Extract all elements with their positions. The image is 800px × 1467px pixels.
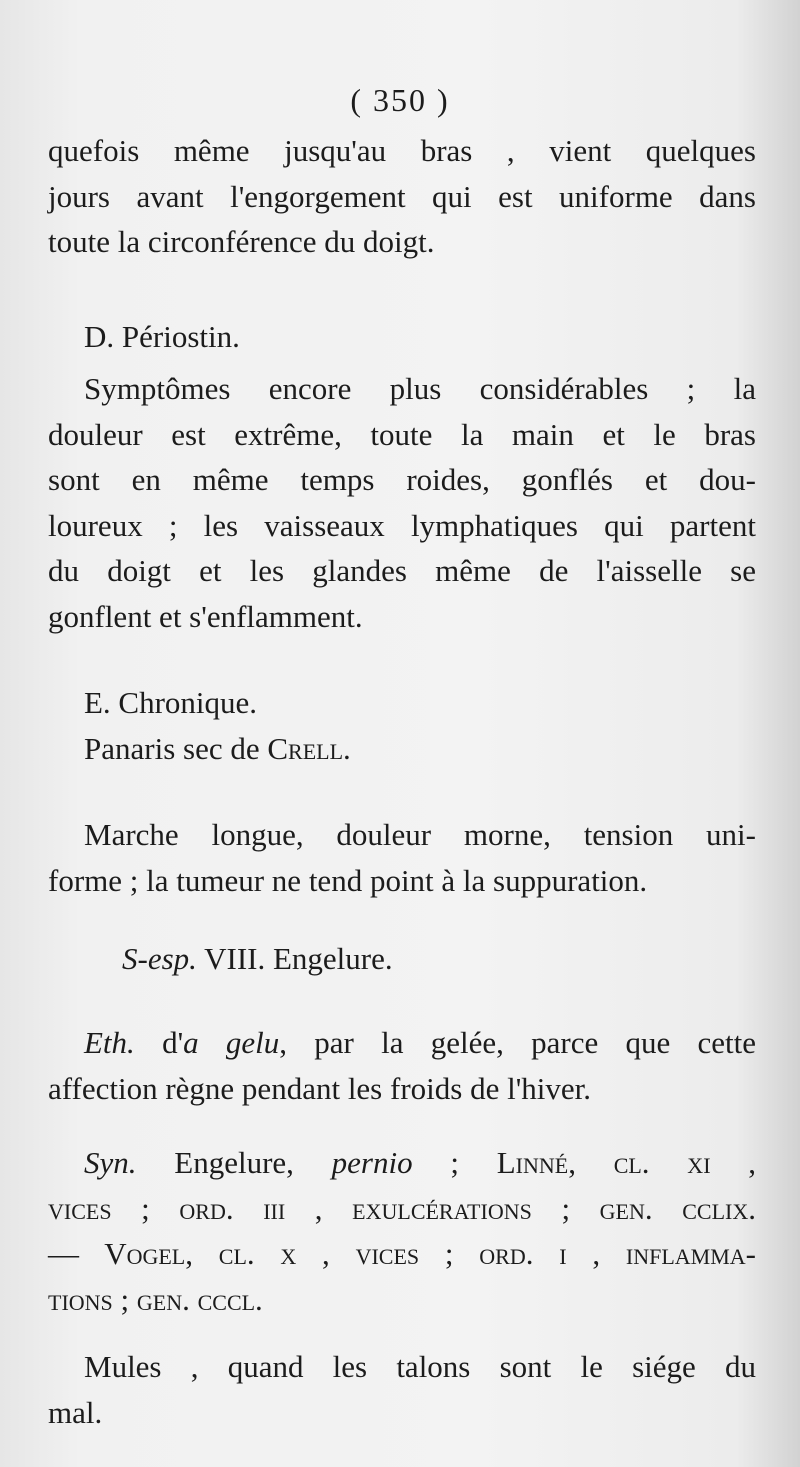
paragraph-3 <box>48 812 756 903</box>
page-number: ( 350 ) <box>350 82 450 118</box>
text-fragment: a gelu <box>183 1025 280 1060</box>
section-heading: E. Chronique. <box>84 685 258 720</box>
paragraph-synonyms <box>48 1140 756 1322</box>
author-name: — Vogel <box>48 1236 186 1271</box>
heading-engelure <box>48 936 756 982</box>
text-line: loureux ; les vaisseaux lymphatiques qui partent <box>48 507 756 543</box>
text-fragment: d' <box>162 1025 184 1060</box>
text-line: Marche longue, douleur morne, tension uni- <box>84 817 756 852</box>
text-line <box>48 1231 756 1277</box>
section-heading: D. Périostin. <box>84 319 240 354</box>
text-fragment: Panaris sec de <box>84 730 260 766</box>
text-line: tions ; gen. cccl. <box>48 1281 263 1317</box>
paragraph-etymology <box>48 1020 756 1111</box>
text-line: douleur est extrême, toute la main et le bras <box>48 416 756 452</box>
text-line: mal. <box>48 1394 103 1430</box>
text-line: Symptômes encore plus considérables ; la <box>84 371 756 406</box>
text-line: quefois même jusqu'au bras , vient quelques <box>48 133 756 168</box>
text-line <box>48 1020 756 1066</box>
text-fragment: ; <box>450 1145 459 1180</box>
text-fragment: , cl. x , vices ; ord. i , inflamma- <box>185 1236 756 1271</box>
text-fragment: , cl. xi , <box>568 1145 757 1180</box>
text-fragment: Eth. <box>84 1025 135 1060</box>
text-fragment: pernio <box>331 1145 413 1180</box>
text-line: gonflent et s'enflamment. <box>48 598 363 634</box>
heading-chronique <box>48 680 756 771</box>
author-name: Crell. <box>267 730 351 766</box>
paragraph-mules <box>48 1344 756 1435</box>
section-heading <box>48 936 756 982</box>
text-line: du doigt et les glandes même de l'aisselle se <box>48 553 756 588</box>
text-fragment: VIII. Engelure. <box>204 941 393 976</box>
text-line <box>48 1140 756 1186</box>
text-line <box>48 726 756 772</box>
text-line: forme ; la tumeur ne tend point à la suppuration. <box>48 862 648 898</box>
text-line: sont en même temps roides, gonflés et dou- <box>48 462 756 497</box>
paragraph-2 <box>48 366 756 639</box>
author-name: Linné <box>496 1145 569 1180</box>
text-line: Mules , quand les talons sont le siége du <box>84 1349 756 1384</box>
paragraph-1 <box>48 128 756 265</box>
text-fragment: , par la gelée, parce que cette <box>279 1025 756 1060</box>
text-line: jours avant l'engorgement qui est uniforme dans <box>48 178 756 214</box>
text-fragment: Syn. <box>84 1145 137 1180</box>
text-fragment: S-esp. <box>122 941 197 976</box>
text-line: toute la circonférence du doigt. <box>48 224 435 259</box>
text-fragment: Engelure, <box>174 1145 294 1180</box>
text-line: vices ; ord. iii , exulcérations ; gen. cclix. <box>48 1190 756 1226</box>
text-line: affection règne pendant les froids de l'hiver. <box>48 1070 592 1106</box>
heading-periostin <box>48 314 756 360</box>
